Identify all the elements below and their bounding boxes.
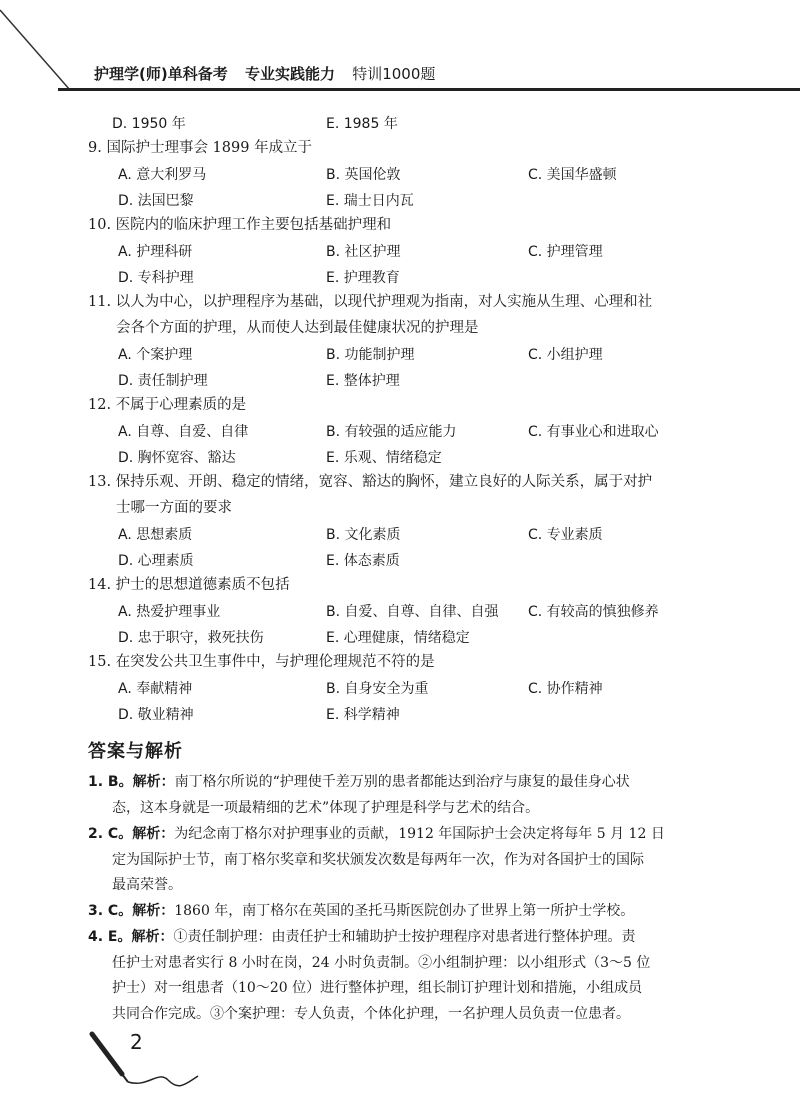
answer-item [88,899,710,925]
header-series: 特训1000题 [352,65,436,83]
option-e: E. 科学精神 [326,707,400,723]
option-d: D. 1950 年 [112,116,186,132]
question-stem-line: 13. 保持乐观、开朗、稳定的情绪，宽容、豁达的胸怀，建立良好的人际关系，属于对护 [88,474,653,490]
option-e: E. 体态素质 [326,553,400,569]
answer-label: 2. C。解析： [88,826,175,842]
question-stem-line: 11. 以人为中心，以护理程序为基础，以现代护理观为指南，对人实施从生理、心理和社 [88,294,653,310]
header-subject: 专业实践能力 [244,65,335,83]
running-header [58,62,800,91]
option-b: B. 自爱、自尊、自律、自强 [326,604,499,620]
option-d: D. 责任制护理 [118,373,208,389]
option-e: E. 乐观、情绪稳定 [326,450,442,466]
option-b: B. 社区护理 [326,244,401,260]
option-c: C. 协作精神 [528,681,603,697]
answer-text: 为纪念南丁格尔对护理事业的贡献，1912 年国际护士会决定将每年 5 月 12 日 [174,826,665,842]
question-stem: 10. 医院内的临床护理工作主要包括基础护理和 [88,217,392,233]
option-c: C. 有事业心和进取心 [528,424,659,440]
option-b: B. 有较强的适应能力 [326,424,457,440]
option-a: A. 护理科研 [118,244,193,260]
question-stem-continuation: 会各个方面的护理，从而使人达到最佳健康状况的护理是 [116,319,479,336]
option-a: A. 个案护理 [118,347,193,363]
question-stem [88,290,710,341]
option-c: C. 小组护理 [528,347,603,363]
answer-text-line: 定为国际护士节，南丁格尔奖章和奖状颁发次数是每两年一次，作为对各国护士的国际 [112,851,644,868]
answer-label: 3. C。解析： [88,903,175,919]
answer-item [88,770,710,821]
answer-label: 1. B。解析： [88,774,175,790]
option-d: D. 敬业精神 [118,707,194,723]
option-a: A. 奉献精神 [118,681,193,697]
question-stem [88,470,710,521]
option-c: C. 有较高的慎独修养 [528,604,659,620]
option-a: A. 自尊、自爱、自律 [118,424,249,440]
section-title: 答案与解析 [88,741,183,762]
option-a: A. 思想素质 [118,527,193,543]
option-d: D. 心理素质 [118,553,194,569]
question-stem: 12. 不属于心理素质的是 [88,397,247,413]
question-stem: 14. 护士的思想道德素质不包括 [88,577,290,593]
option-c: C. 专业素质 [528,527,603,543]
option-b: B. 功能制护理 [326,347,415,363]
answer-label: 4. E。解析： [88,929,174,945]
answer-text-line: 任护士对患者实行 8 小时在岗，24 小时负责制。②小组制护理：以小组形式（3～5 位 [112,954,651,971]
option-e: E. 整体护理 [326,373,400,389]
option-e: E. 瑞士日内瓦 [326,193,414,209]
option-d: D. 专科护理 [118,270,194,286]
option-d: D. 胸怀宽容、豁达 [118,450,236,466]
answer-item [88,822,710,899]
option-c: C. 美国华盛顿 [528,167,617,183]
option-b: B. 文化素质 [326,527,401,543]
option-b: B. 自身安全为重 [326,681,429,697]
answer-text: ①责任制护理：由责任护士和辅助护士按护理程序对患者进行整体护理。责 [173,929,636,945]
option-d: D. 忠于职守，救死扶伤 [118,630,264,646]
page-number: 2 [130,1030,143,1054]
question-stem: 15. 在突发公共卫生事件中，与护理伦理规范不符的是 [88,654,435,670]
question-stem-continuation: 士哪一方面的要求 [116,499,232,516]
header-book-title: 护理学(师)单科备考 [94,65,228,83]
question-stem: 9. 国际护士理事会 1899 年成立于 [88,140,313,156]
option-a: A. 热爱护理事业 [118,604,221,620]
option-c: C. 护理管理 [528,244,603,260]
option-b: B. 英国伦敦 [326,167,401,183]
option-e: E. 1985 年 [326,116,398,132]
option-d: D. 法国巴黎 [118,193,194,209]
pen-icon [88,1030,208,1090]
answer-text-line: 态，这本身就是一项最精细的艺术”体现了护理是科学与艺术的结合。 [112,799,540,816]
option-a: A. 意大利罗马 [118,167,207,183]
answer-text-line: 共同合作完成。③个案护理：专人负责，个体化护理，一名护理人员负责一位患者。 [112,1006,630,1023]
answer-text-line: 最高荣誉。 [112,877,182,894]
answer-item [88,925,710,1028]
answer-text: 南丁格尔所说的“护理使千差万别的患者都能达到治疗与康复的最佳身心状 [174,774,630,790]
answer-text-line: 护士）对一组患者（10～20 位）进行整体护理，组长制订护理计划和措施，小组成员 [112,980,643,997]
option-e: E. 心理健康，情绪稳定 [326,630,470,646]
answer-text: 1860 年，南丁格尔在英国的圣托马斯医院创办了世界上第一所护士学校。 [174,903,635,919]
option-e: E. 护理教育 [326,270,400,286]
